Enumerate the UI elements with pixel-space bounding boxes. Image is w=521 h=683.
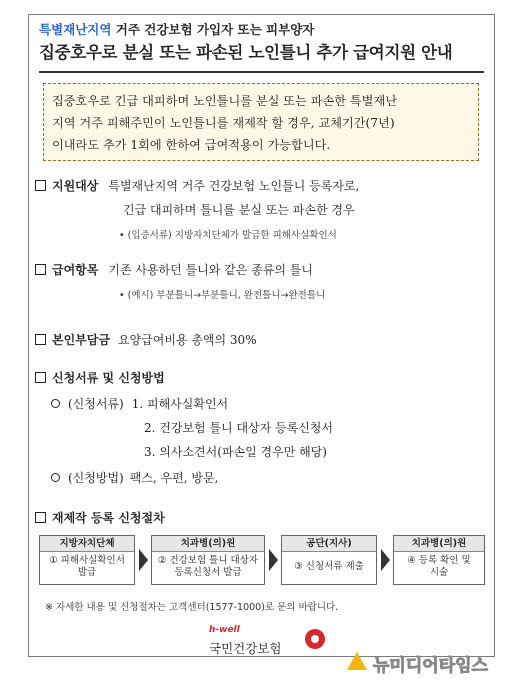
doc-item-2: 2. 건강보험 틀니 대상자 등록신청서 [144, 421, 333, 435]
title-divider [39, 71, 484, 73]
logo-heart-icon [305, 629, 325, 649]
step-1-head: 지방자치단체 [40, 536, 134, 552]
checkbox-square-icon [35, 372, 46, 383]
procedure-step-2 [151, 535, 265, 585]
section-application [35, 367, 333, 489]
checkbox-square-icon [35, 264, 46, 275]
subtitle-highlight: 특별재난지역 [39, 22, 112, 37]
doc-item-1: 1. 피해사실확인서 [131, 397, 229, 411]
watermark [345, 648, 515, 676]
step-1-body-1: ① 피해사실확인서 [49, 555, 125, 566]
step-4-head: 치과병(의)원 [394, 536, 484, 552]
doc-item-3: 3. 의사소견서(파손일 경우만 해당) [144, 445, 327, 459]
procedure-label: 재제작 등록 신청절차 [52, 511, 165, 525]
step-2-head: 치과병(의)원 [152, 536, 264, 552]
benefit-label: 급여항목 [52, 263, 99, 277]
chevron-right-icon [381, 549, 390, 571]
step-1-body-2: 발급 [77, 567, 97, 578]
copay-label: 본인부담금 [52, 333, 110, 347]
page-title: 집중호우로 분실 또는 파손된 노인틀니 추가 급여지원 안내 [39, 43, 453, 62]
checkbox-square-icon [35, 334, 46, 345]
notice-line-3: 이내라도 추가 1회에 한하여 급여적용이 가능합니다. [52, 138, 331, 152]
method-label: (신청방법) [68, 471, 124, 485]
chevron-right-icon [139, 549, 148, 571]
procedure-step-3 [281, 535, 377, 585]
watermark-text: 뉴미디어타임스 [373, 656, 488, 676]
step-2-body-1: ② 건강보험 틀니 대상자 [157, 555, 259, 566]
step-2-body-2: 등록신청서 발급 [174, 567, 242, 578]
eligibility-text-1: 특별재난지역 거주 건강보험 노인틀니 등록자로, [108, 179, 360, 193]
checkbox-square-icon [35, 180, 46, 191]
procedure-step-4 [393, 535, 485, 585]
eligibility-label: 지원대상 [52, 179, 99, 193]
document-header [39, 21, 484, 81]
subtitle [39, 21, 484, 39]
eligibility-text-2: 긴급 대피하며 틀니를 분실 또는 파손한 경우 [123, 203, 355, 217]
notice-box [43, 83, 479, 161]
application-label: 신청서류 및 신청방법 [52, 371, 165, 385]
benefit-text: 기존 사용하던 틀니와 같은 종류의 틀니 [108, 263, 313, 277]
eligibility-note: • (입증서류) 지방자치단체가 발급한 피해사실확인서 [119, 230, 337, 241]
subtitle-rest: 거주 건강보험 가입자 또는 피부양자 [111, 22, 315, 37]
logo-name: 국민건강보험 [209, 641, 282, 656]
section-eligibility [35, 175, 359, 247]
section-copay [35, 329, 257, 351]
notice-line-2: 지역 거주 피해주민이 노인틀니를 재제작 할 경우, 교체기간(7년) [52, 116, 395, 130]
step-3-head: 공단(지사) [282, 536, 376, 552]
docs-label: (신청서류) [68, 397, 124, 411]
step-4-body-1: ④ 등록 확인 및 [407, 555, 471, 566]
section-procedure [35, 507, 165, 529]
nhis-logo [205, 625, 345, 665]
section-benefit [35, 259, 325, 307]
method-text: 팩스, 우편, 방문, [129, 471, 219, 485]
procedure-step-1 [39, 535, 135, 585]
copay-text: 요양급여비용 총액의 30% [117, 333, 257, 347]
chevron-right-icon [269, 549, 278, 571]
step-3-body-1: ③ 신청서류 제출 [294, 561, 364, 572]
step-4-body-2: 시술 [429, 567, 449, 578]
circle-bullet-icon [51, 399, 60, 408]
document-page [28, 14, 495, 657]
circle-bullet-icon [51, 473, 60, 482]
benefit-note: • (예시) 부분틀니→부분틀니, 완전틀니→완전틀니 [119, 290, 326, 301]
watermark-logo-icon [347, 652, 367, 670]
footnote: ※ 자세한 내용 및 신청절차는 고객센터(1577-1000)로 문의 바랍니다. [45, 602, 339, 613]
logo-tagline: h-well [209, 625, 240, 635]
procedure-flow [39, 535, 485, 593]
notice-line-1: 집중호우로 긴급 대피하며 노인틀니를 분실 또는 파손한 특별재난 [52, 94, 397, 108]
checkbox-square-icon [35, 512, 46, 523]
